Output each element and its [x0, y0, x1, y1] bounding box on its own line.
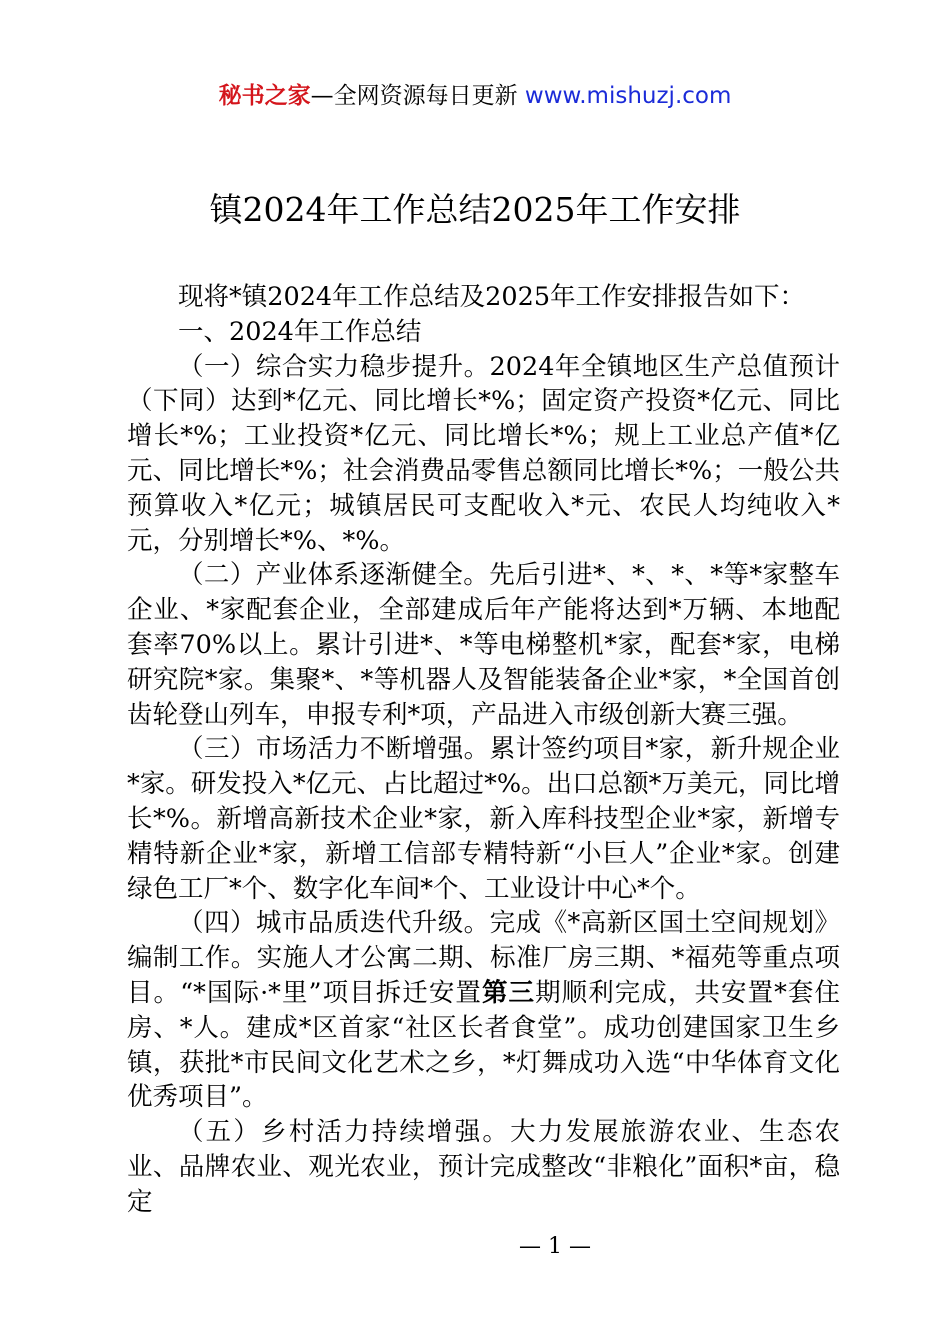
intro-paragraph: 现将*镇2024年工作总结及2025年工作安排报告如下：: [178, 282, 806, 312]
paragraph-overall-strength: （一）综合实力稳步提升。2024年全镇地区生产总值预计（下同）达到*亿元、同比增长*%；固定资产投资*亿元、同比增长*%；工业投资*亿元、同比增长*%；规上工业总产值*亿元、同比增长*%；社会消费品零售总额同比增长*%；一般公共预算收入*亿元；城镇居民可支配收入*元、农民人均纯收入*元，分别增长*%、*%。: [127, 351, 840, 556]
paragraph-rural-vitality: （五）乡村活力持续增强。大力发展旅游农业、生态农业、品牌农业、观光农业，预计完成整改“非粮化”面积*亩，稳定: [127, 1117, 840, 1217]
paragraph-industry-system: （二）产业体系逐渐健全。先后引进*、*、*、*等*家整车企业、*家配套企业，全部建成后年产能将达到*万辆、本地配套率70%以上。累计引进*、*等电梯整机*家，配套*家，电梯研究院*家。集聚*、*等机器人及智能装备企业*家，*全国首创齿轮登山列车，申报专利*项，产品进入市级创新大赛三强。: [127, 560, 840, 730]
paragraph-city-quality: [127, 906, 840, 1115]
section-heading: 一、2024年工作总结: [178, 316, 422, 347]
site-url-link[interactable]: www.mishuzj.com: [524, 83, 732, 109]
city-quality-text-2: 期顺利完成，共安置*套住房、*人。建成*区首家“社区长者食堂”。成功创建国家卫生乡镇，获批*市民间文化艺术之乡，*灯舞成功入选“中华体育文化优秀项目”。: [127, 977, 840, 1113]
city-quality-bold-text: 第三: [481, 977, 536, 1008]
site-brand: 秘书之家: [218, 83, 311, 109]
document-title: 镇2024年工作总结2025年工作安排: [209, 190, 741, 229]
paragraph-market-vitality: （三）市场活力不断增强。累计签约项目*家，新升规企业*家。研发投入*亿元、占比超过*%。出口总额*万美元，同比增长*%。新增高新技术企业*家，新入库科技型企业*家，新增专精特新企业*家，新增工信部专精特新“小巨人”企业*家。创建绿色工厂*个、数字化车间*个、工业设计中心*个。: [127, 734, 840, 904]
city-quality-text-1: （四）城市品质迭代升级。完成《*高新区国土空间规划》编制工作。实施人才公寓二期、标准厂房三期、*福苑等重点项目。“*国际·*里”项目拆迁安置: [127, 908, 840, 1008]
site-banner: [0, 80, 950, 112]
document-body: [127, 280, 840, 1220]
page-number: — 1 —: [519, 1234, 591, 1259]
site-slogan: —全网资源每日更新: [310, 83, 518, 109]
